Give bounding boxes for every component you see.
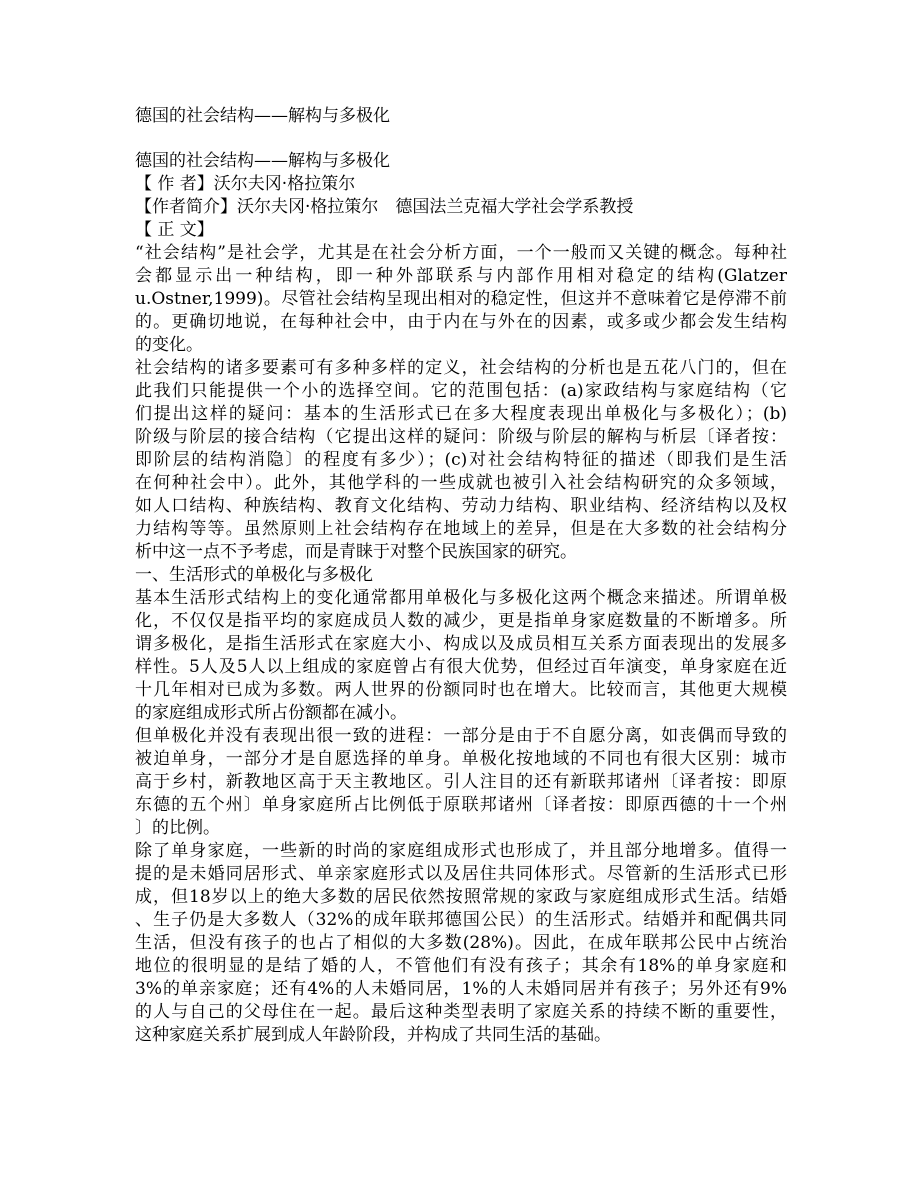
text-line: 谓多极化，是指生活形式在家庭大小、构成以及成员相互关系方面表现出的发展多 — [135, 634, 787, 654]
author-line: 【 作 者】沃尔夫冈·格拉策尔 — [135, 174, 356, 194]
text-line: 提的是未婚同居形式、单亲家庭形式以及居住共同体形式。尽管新的生活形式已形 — [135, 864, 787, 884]
text-line: 的家庭组成形式所占份额都在减小。 — [135, 703, 407, 723]
text-line: 阶级与阶层的接合结构（它提出这样的疑问：阶级与阶层的解构与析层〔译者按： — [135, 427, 787, 447]
text-line: 力结构等等。虽然原则上社会结构存在地域上的差异，但是在大多数的社会结构分 — [135, 519, 787, 539]
text-line: 即阶层的结构消隐〕的程度有多少）；(c)对社会结构特征的描述（即我们是生活 — [135, 450, 787, 470]
text-line: u.Ostner,1999)。尽管社会结构呈现出相对的稳定性，但这并不意味着它是停滞不前 — [135, 289, 787, 309]
body-label: 【 正 文】 — [135, 220, 214, 240]
text-line: 成，但18岁以上的绝大多数的居民依然按照常规的家政与家庭组成形式生活。结婚 — [135, 887, 787, 907]
document-page — [135, 104, 787, 1047]
text-line: 、生子仍是大多数人（32%的成年联邦德国公民）的生活形式。结婚并和配偶共同 — [135, 910, 787, 930]
text-line: 会都显示出一种结构，即一种外部联系与内部作用相对稳定的结构(Glatzer — [135, 266, 787, 286]
text-line: 3%的单亲家庭；还有4%的人未婚同居，1%的人未婚同居并有孩子；另外还有9% — [135, 979, 787, 999]
text-line: 除了单身家庭，一些新的时尚的家庭组成形式也形成了，并且部分地增多。值得一 — [135, 841, 787, 861]
text-line: 十几年相对已成为多数。两人世界的份额同时也在增大。比较而言，其他更大规模 — [135, 680, 787, 700]
text-line: 基本生活形式结构上的变化通常都用单极化与多极化这两个概念来描述。所谓单极 — [135, 588, 787, 608]
text-line: 高于乡村，新教地区高于天主教地区。引人注目的还有新联邦诸州〔译者按：即原 — [135, 772, 787, 792]
text-line: 生活，但没有孩子的也占了相似的大多数(28%)。因此，在成年联邦公民中占统治 — [135, 933, 787, 953]
text-line: 样性。5人及5人以上组成的家庭曾占有很大优势，但经过百年演变，单身家庭在近 — [135, 657, 787, 677]
article-title: 德国的社会结构——解构与多极化 — [135, 151, 390, 171]
text-line: 析中这一点不予考虑，而是青睐于对整个民族国家的研究。 — [135, 542, 577, 562]
section-heading: 一、生活形式的单极化与多极化 — [135, 565, 373, 585]
text-line: 的。更确切地说，在每种社会中，由于内在与外在的因素，或多或少都会发生结构 — [135, 312, 787, 332]
text-line: 〕的比例。 — [135, 818, 220, 838]
text-line: 但单极化并没有表现出很一致的进程：一部分是由于不自愿分离，如丧偶而导致的 — [135, 726, 787, 746]
text-line: 这种家庭关系扩展到成人年龄阶段，并构成了共同生活的基础。 — [135, 1025, 611, 1045]
text-line: 如人口结构、种族结构、教育文化结构、劳动力结构、职业结构、经济结构以及权 — [135, 496, 787, 516]
text-line: 地位的很明显的是结了婚的人，不管他们有没有孩子；其余有18%的单身家庭和 — [135, 956, 787, 976]
text-line: 们提出这样的疑问：基本的生活形式已在多大程度表现出单极化与多极化）；(b) — [135, 404, 787, 424]
text-line: 东德的五个州〕单身家庭所占比例低于原联邦诸州〔译者按：即原西德的十一个州 — [135, 795, 787, 815]
document-body — [135, 150, 787, 1047]
author-intro-line: 【作者简介】沃尔夫冈·格拉策尔 德国法兰克福大学社会学系教授 — [135, 197, 634, 217]
text-line: 此我们只能提供一个小的选择空间。它的范围包括：(a)家政结构与家庭结构（它 — [135, 381, 787, 401]
text-line: “社会结构”是社会学，尤其是在社会分析方面，一个一般而又关键的概念。每种社 — [135, 243, 787, 263]
text-line: 化，不仅仅是指平均的家庭成员人数的减少，更是指单身家庭数量的不断增多。所 — [135, 611, 787, 631]
document-title: 德国的社会结构——解构与多极化 — [135, 106, 390, 126]
text-line: 的变化。 — [135, 335, 203, 355]
text-line: 在何种社会中）。此外，其他学科的一些成就也被引入社会结构研究的众多领域， — [135, 473, 787, 493]
text-line: 被迫单身，一部分才是自愿选择的单身。单极化按地域的不同也有很大区别：城市 — [135, 749, 787, 769]
text-line: 的人与自己的父母住在一起。最后这种类型表明了家庭关系的持续不断的重要性， — [135, 1002, 787, 1022]
text-line: 社会结构的诸多要素可有多种多样的定义，社会结构的分析也是五花八门的，但在 — [135, 358, 787, 378]
